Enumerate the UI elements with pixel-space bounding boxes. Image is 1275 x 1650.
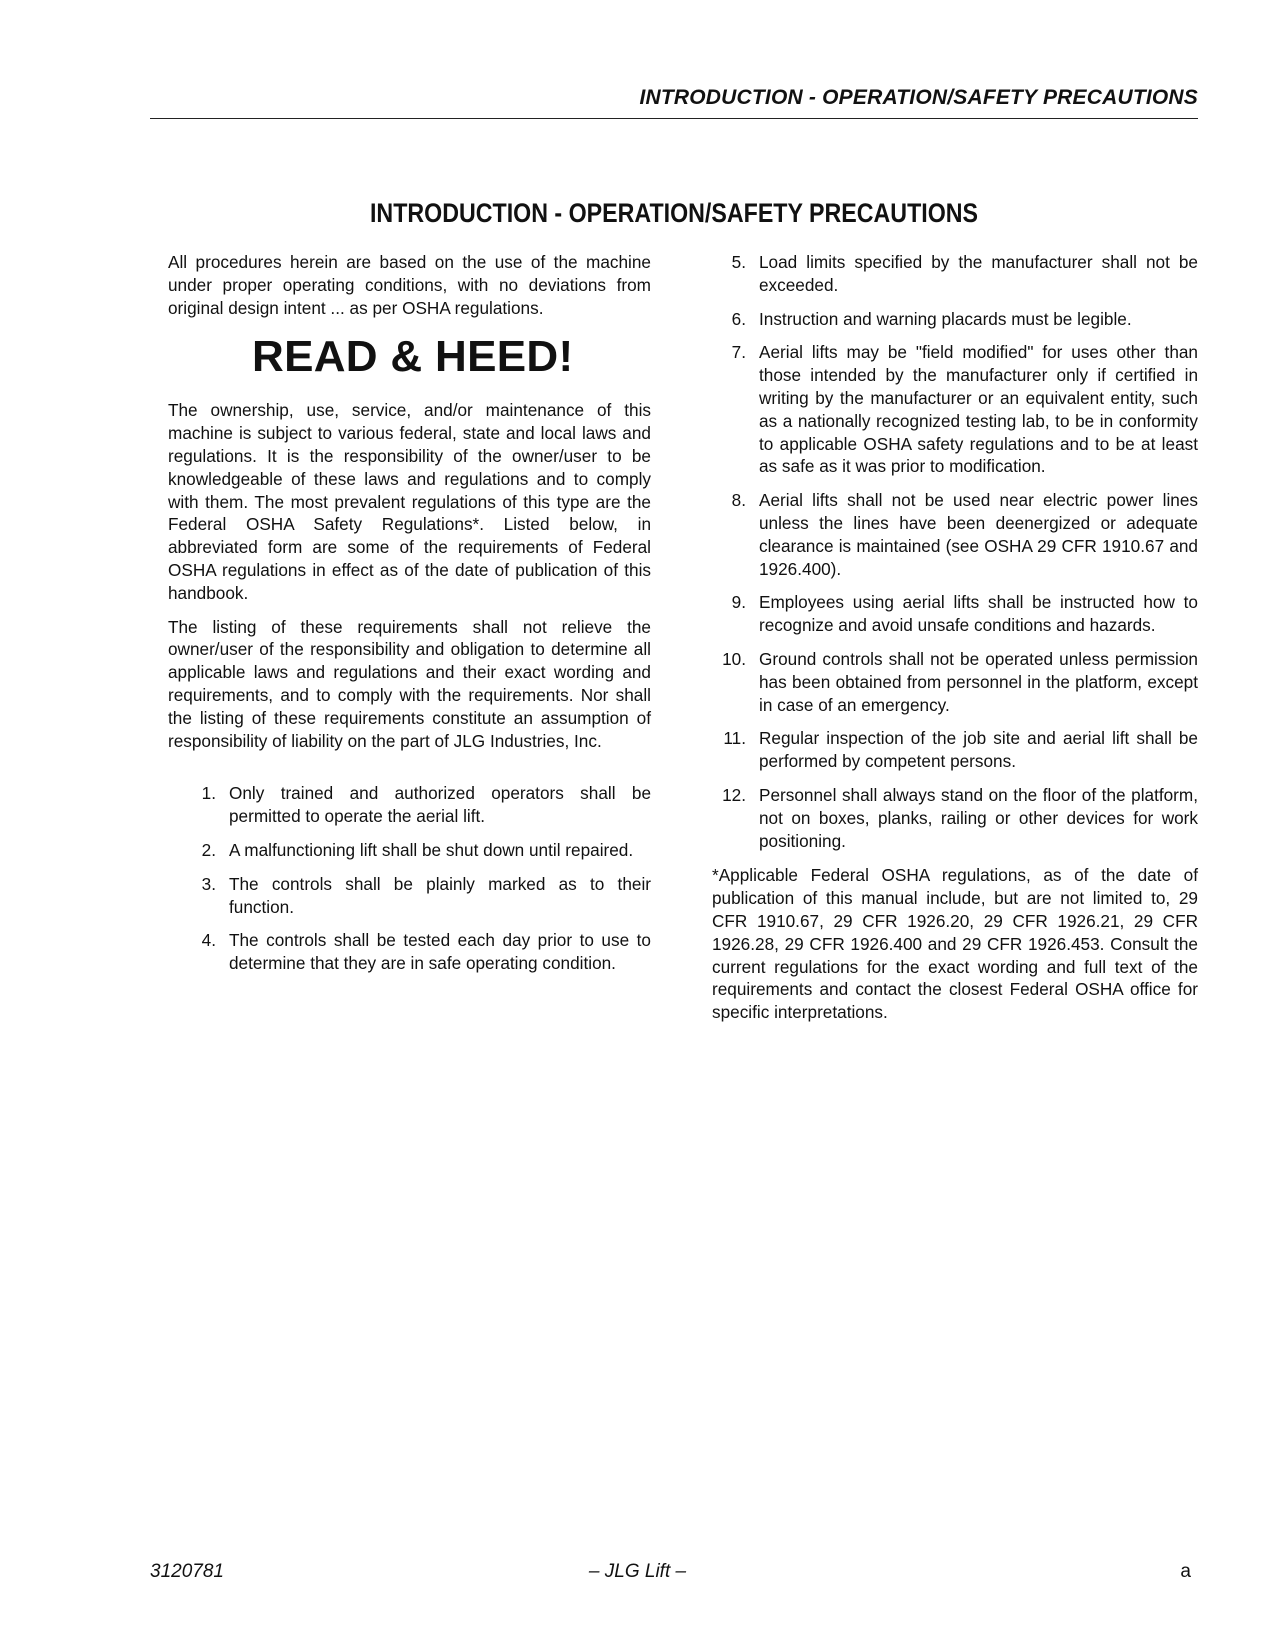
list-item xyxy=(712,648,1198,716)
list-item-number: 8. xyxy=(731,490,746,511)
list-item-text: Only trained and authorized operators shall be permitted to operate the aerial lift. xyxy=(229,783,651,827)
requirements-list-left xyxy=(168,782,651,975)
footer-brand: – JLG Lift – xyxy=(588,1561,687,1582)
list-item-number: 12. xyxy=(722,784,746,805)
list-item xyxy=(182,873,651,919)
list-item-text: Ground controls shall not be operated unless permission has been obtained from personnel in the platform, except in case of an emergency. xyxy=(759,648,1198,715)
ownership-paragraph: The ownership, use, service, and/or maintenance of this machine is subject to various federal, state and local laws and regulations. It is the responsibility of the owner/user to be knowledgeable of these laws and regulations and to comply with them. The most prevalent regulations of this type are the Federal OSHA Safety Regulations*. Listed below, in abbreviated form are some of the requirements of Federal OSHA regulations in effect as of the date of publication of this handbook. xyxy=(168,400,651,603)
right-column xyxy=(712,251,1198,1035)
list-item-number: 10. xyxy=(722,648,746,669)
running-header: INTRODUCTION - OPERATION/SAFETY PRECAUTIONS xyxy=(639,86,1198,109)
list-item-text: The controls shall be plainly marked as to their function. xyxy=(229,873,651,917)
list-item-number: 1. xyxy=(201,783,216,804)
listing-paragraph: The listing of these requirements shall not relieve the owner/user of the responsibility and obligation to determine all applicable laws and regulations and their exact wording and requirements, and to comply with the requirements. Nor shall the listing of these requirements constitute an assumption of responsibility of liability on the part of JLG Industries, Inc. xyxy=(168,616,651,751)
list-item xyxy=(712,341,1198,478)
list-item-number: 9. xyxy=(731,592,746,613)
list-item-text: Personnel shall always stand on the floor of the platform, not on boxes, planks, railing or other devices for work positioning. xyxy=(759,784,1198,851)
page-title: INTRODUCTION - OPERATION/SAFETY PRECAUTIONS xyxy=(369,198,979,229)
requirements-list-right xyxy=(712,251,1198,852)
list-item xyxy=(182,929,651,975)
list-item xyxy=(712,784,1198,852)
list-item xyxy=(712,308,1198,331)
list-item xyxy=(712,489,1198,580)
list-item-number: 7. xyxy=(731,342,746,363)
list-item xyxy=(712,251,1198,297)
list-item-number: 6. xyxy=(731,308,746,329)
list-item-number: 5. xyxy=(731,252,746,272)
list-item-text: Load limits specified by the manufacturer shall not be exceeded. xyxy=(759,252,1198,295)
left-column xyxy=(168,251,651,986)
list-item-text: Aerial lifts shall not be used near electric power lines unless the lines have been deenergized or adequate clearance is maintained (see OSHA 29 CFR 1910.67 and 1926.400). xyxy=(759,490,1198,579)
list-item xyxy=(182,782,651,828)
list-item-text: Instruction and warning placards must be legible. xyxy=(759,308,1132,329)
list-item-number: 4. xyxy=(201,930,216,951)
list-item-text: A malfunctioning lift shall be shut down until repaired. xyxy=(229,839,634,860)
doc-number: 3120781 xyxy=(150,1561,224,1582)
list-item-text: Aerial lifts may be "field modified" for uses other than those intended by the manufacturer only if certified in writing by the manufacturer or an equivalent entity, such as a nationally recognized testing lab, to be in conformity to applicable OSHA safety regulations and to be at least as safe as it was prior to modification. xyxy=(759,342,1198,477)
read-heed-heading: READ & HEED! xyxy=(252,332,574,382)
list-item-number: 11. xyxy=(723,728,746,749)
list-item-text: Regular inspection of the job site and aerial lift shall be performed by competent persons. xyxy=(759,728,1198,772)
osha-footnote: *Applicable Federal OSHA regulations, as of the date of publication of this manual include, but are not limited to, 29 CFR 1910.67, 29 CFR 1926.20, 29 CFR 1926.21, 29 CFR 1926.28, 29 CFR 1926.400 and 29 CFR 1926.453. Consult the current regulations for the exact wording and full text of the requirements and contact the closest Federal OSHA office for specific interpretations. xyxy=(712,865,1198,1023)
intro-paragraph: All procedures herein are based on the use of the machine under proper operating conditions, with no deviations from original design intent ... as per OSHA regulations. xyxy=(168,252,651,318)
page-number: a xyxy=(1180,1561,1191,1582)
list-item-number: 3. xyxy=(201,873,216,894)
header-rule xyxy=(150,118,1198,119)
list-item xyxy=(712,591,1198,637)
list-item xyxy=(182,839,651,862)
list-item-text: The controls shall be tested each day prior to use to determine that they are in safe operating condition. xyxy=(229,930,651,974)
list-item xyxy=(712,727,1198,773)
list-item-number: 2. xyxy=(201,839,216,860)
list-item-text: Employees using aerial lifts shall be instructed how to recognize and avoid unsafe conditions and hazards. xyxy=(759,592,1198,636)
